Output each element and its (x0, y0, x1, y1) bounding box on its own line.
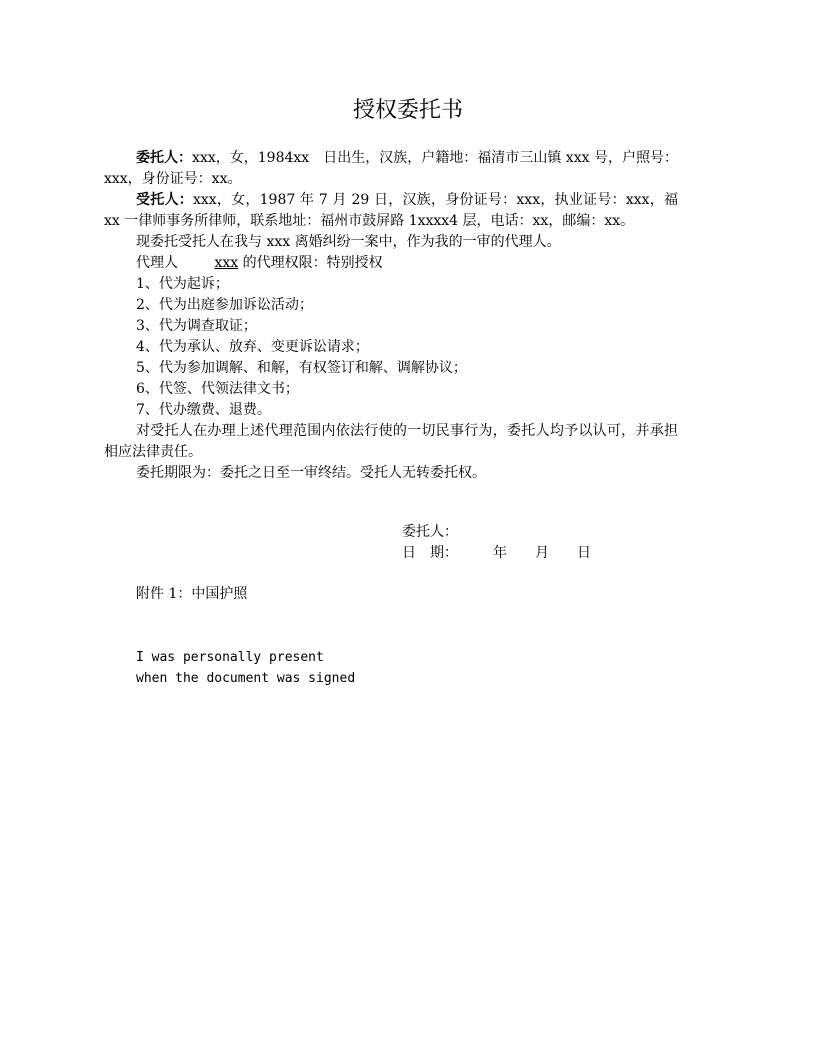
principal-text: xxx，女，1984xx 日出生，汉族，户籍地：福清市三山镇 xxx 号，户照号：xxx，身份证号：xx。 (104, 150, 679, 187)
witness-note (136, 647, 355, 689)
authority-item-6: 6、代签、代领法律文书； (136, 381, 299, 397)
authority-item-3: 3、代为调查取证； (136, 318, 257, 334)
agent-text: xxx，女，1987 年 7 月 29 日，汉族，身份证号：xxx，执业证号：xxx，福 xx 一律师事务所律师，联系地址：福州市鼓屏路 1xxxx4 层，电话：xx，邮编：xx。 (104, 192, 678, 229)
authority-prefix: 代理人 (136, 255, 178, 271)
attachment-note: 附件 1：中国护照 (136, 586, 248, 602)
commission-paragraph: 现委托受托人在我与 xxx 离婚纠纷一案中，作为我的一审的代理人。 (136, 234, 561, 250)
agent-paragraph (104, 190, 678, 232)
principal-label: 委托人： (136, 150, 193, 166)
recognition-paragraph: 对受托人在办理上述代理范围内依法行使的一切民事行为，委托人均予以认可，并承担相应法律责任。 (104, 423, 678, 460)
signature-date-line: 日 期： 年 月 日 (402, 545, 591, 561)
agent-label: 受托人： (136, 192, 193, 208)
authority-item-4: 4、代为承认、放弃、变更诉讼请求； (136, 339, 369, 355)
authority-item-5: 5、代为参加调解、和解，有权签订和解、调解协议； (136, 360, 467, 376)
authority-paragraph (104, 253, 678, 274)
authority-item-1: 1、代为起诉； (136, 276, 229, 292)
principal-paragraph (104, 148, 678, 190)
authority-suffix: 的代理权限：特别授权 (242, 255, 383, 271)
authority-item-2: 2、代为出庭参加诉讼活动； (136, 297, 313, 313)
term-paragraph: 委托期限为：委托之日至一审终结。受托人无转委托权。 (136, 465, 486, 481)
document-title: 授权委托书 (352, 98, 463, 123)
signature-block (402, 522, 591, 564)
authority-item-7: 7、代办缴费、退费。 (136, 402, 271, 418)
signature-principal-label: 委托人： (402, 524, 458, 540)
authority-agent-name: xxx (214, 255, 239, 271)
document-body (104, 148, 678, 484)
witness-note-line-2: when the document was signed (136, 671, 356, 686)
witness-note-line-1: I was personally present (136, 650, 324, 665)
